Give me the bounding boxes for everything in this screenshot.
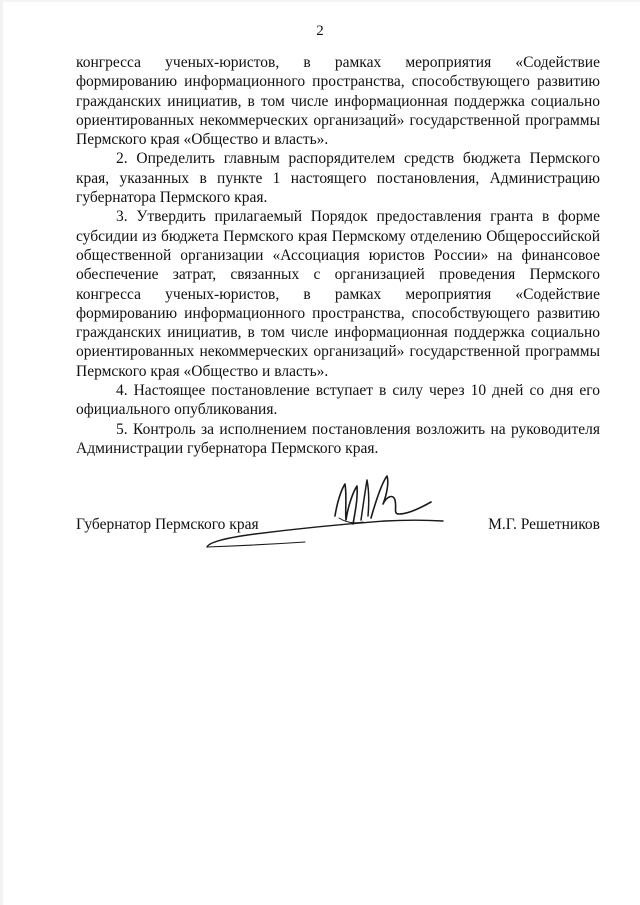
paragraph-continuation: конгресса ученых-юристов, в рамках мероприятия «Содействие формированию информационного пространства, способствующего развитию гражданских инициатив, в том числе информационная поддержка социально ориентированных некоммерческих организаций» государственной программы Пермского края «Общество и власть». [76,54,600,149]
scan-top-edge [0,0,640,2]
handwritten-signature [195,458,455,558]
paragraph-item-5: 5. Контроль за исполнением постановления возложить на руководителя Администрации губернатора Пермского края. [76,420,600,457]
paragraph-item-3: 3. Утвердить прилагаемый Порядок предоставления гранта в форме субсидии из бюджета Пермского края Пермскому отделению Общероссийской общественной организации «Ассоциация юристов России» на финансовое обеспечение затрат, связанных с организацией проведения Пермского конгресса ученых-юристов, в рамках мероприятия «Содействие формированию информационного пространства, способствующего развитию гражданских инициатив, в том числе информационная поддержка социально ориентированных некоммерческих организаций» государственной программы Пермского края «Общество и власть». [76,208,600,380]
signatory-title: Губернатор Пермского края [76,516,259,533]
signature-block [76,515,600,535]
paragraph-item-2: 2. Определить главным распорядителем средств бюджета Пермского края, указанных в пункте 1 настоящего постановления, Администрацию губернатора Пермского края. [76,150,600,207]
paragraph-item-4: 4. Настоящее постановление вступает в силу через 10 дней со дня его официального опубликования. [76,382,600,419]
document-body [76,53,600,458]
scan-left-edge [0,0,3,905]
signatory-name: М.Г. Решетников [488,516,600,533]
page-number: 2 [316,23,324,39]
